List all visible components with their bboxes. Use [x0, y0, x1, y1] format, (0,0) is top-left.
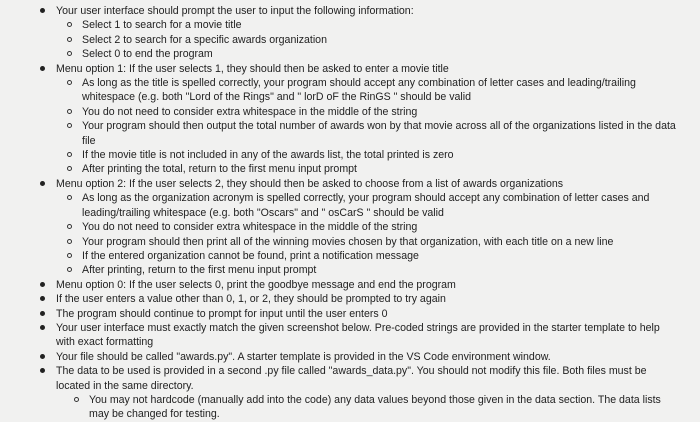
list-item-text: After printing the total, return to the first menu input prompt: [82, 163, 357, 176]
list-item-file-name: [0, 350, 692, 364]
sub-bullet-icon: [67, 267, 72, 272]
list-item-no-hardcode: [0, 393, 692, 422]
list-item-text: Menu option 0: If the user selects 0, print the goodbye message and end the program: [56, 278, 456, 291]
sub-bullet-icon: [67, 239, 72, 244]
sub-bullet-icon: [67, 123, 72, 128]
bullet-icon: [40, 311, 45, 316]
list-item-text: You may not hardcode (manually add into the code) any data values beyond those given in the data section. The data lists may be changed for testing.: [89, 393, 661, 421]
sub-bullet-icon: [67, 152, 72, 157]
list-item-menu-option-2: [0, 177, 692, 191]
list-item-text: Your user interface should prompt the user to input the following information:: [56, 5, 414, 17]
sub-bullet-icon: [74, 397, 79, 402]
list-item-text: Your file should be called "awards.py". A starter template is provided in the VS Code environment window.: [56, 350, 551, 363]
list-item-text: Select 0 to end the program: [82, 48, 213, 61]
list-item-text: The program should continue to prompt for input until the user enters 0: [56, 307, 388, 320]
list-item-text: After printing, return to the first menu input prompt: [82, 264, 317, 277]
list-item-text: Your program should then output the total number of awards won by that movie across all of the organizations listed in the data file: [82, 120, 676, 147]
bullet-icon: [40, 368, 45, 373]
list-item-whitespace-2: [0, 220, 692, 234]
bullet-icon: [40, 296, 45, 301]
list-item-text: You do not need to consider extra whitespace in the middle of the string: [82, 105, 418, 118]
list-item-not-found: [0, 249, 692, 263]
list-item-continue-prompt: [0, 307, 692, 321]
list-item-text: As long as the organization acronym is spelled correctly, your program should accept any combination of letter cases and leading/trailing whitespace (e.g. both "Oscars" and " osCarS " should be valid: [82, 192, 650, 219]
list-item-option-1: [0, 18, 692, 32]
list-item-text: If the movie title is not included in any of the awards list, the total printed is zero: [82, 149, 454, 162]
list-item-acronym-case: [0, 191, 692, 220]
list-item-text: Menu option 2: If the user selects 2, they should then be asked to choose from a list of awards organizations: [56, 177, 564, 190]
sub-bullet-icon: [67, 80, 72, 85]
bullet-icon: [40, 8, 45, 13]
list-item-invalid-input: [0, 292, 692, 306]
list-item-text: Menu option 1: If the user selects 1, they should then be asked to enter a movie title: [56, 62, 449, 75]
list-item-return-2: [0, 263, 692, 277]
list-item-menu-option-0: [0, 278, 692, 292]
sub-bullet-icon: [67, 109, 72, 114]
bullet-icon: [40, 66, 45, 71]
list-item-ui-prompt: [0, 4, 692, 18]
list-item-total-awards: [0, 119, 692, 148]
list-item-data-file: [0, 364, 692, 393]
sub-bullet-icon: [67, 195, 72, 200]
list-item-exact-match: [0, 321, 692, 350]
list-item-text: As long as the title is spelled correctly, your program should accept any combination of letter cases and leading/trailing whitespace (e.g. both "Lord of the Rings" and " lorD oF the RinGS " should be valid: [82, 77, 636, 104]
list-item-text: Your user interface must exactly match the given screenshot below. Pre-coded strings are provided in the starter template to help with exact formatting: [56, 321, 660, 349]
sub-bullet-icon: [67, 22, 72, 27]
list-item-text: Your program should then print all of the winning movies chosen by that organization, with each title on a new line: [82, 235, 614, 248]
sub-bullet-icon: [67, 37, 72, 42]
sub-bullet-icon: [67, 253, 72, 258]
list-item-text: Select 2 to search for a specific awards organization: [82, 33, 327, 46]
bullet-icon: [40, 181, 45, 186]
list-item-return-1: [0, 162, 692, 176]
list-item-text: You do not need to consider extra whitespace in the middle of the string: [82, 221, 418, 234]
bullet-icon: [40, 325, 45, 330]
bullet-icon: [40, 354, 45, 359]
list-item-text: Select 1 to search for a movie title: [82, 19, 242, 32]
list-item-whitespace-1: [0, 105, 692, 119]
list-item-title-case: [0, 76, 692, 105]
sub-bullet-icon: [67, 51, 72, 56]
sub-bullet-icon: [67, 166, 72, 171]
list-item-zero-total: [0, 148, 692, 162]
list-item-text: If the user enters a value other than 0, 1, or 2, they should be prompted to try again: [56, 293, 446, 306]
list-item-text: If the entered organization cannot be found, print a notification message: [82, 249, 419, 262]
list-item-option-0: [0, 47, 692, 61]
list-item-option-2: [0, 33, 692, 47]
list-item-text: The data to be used is provided in a second .py file called "awards_data.py". You should not modify this file. Both files must be located in the same directory.: [56, 365, 647, 392]
bullet-icon: [40, 282, 45, 287]
sub-bullet-icon: [67, 224, 72, 229]
list-item-winning-movies: [0, 235, 692, 249]
list-item-menu-option-1: [0, 62, 692, 76]
